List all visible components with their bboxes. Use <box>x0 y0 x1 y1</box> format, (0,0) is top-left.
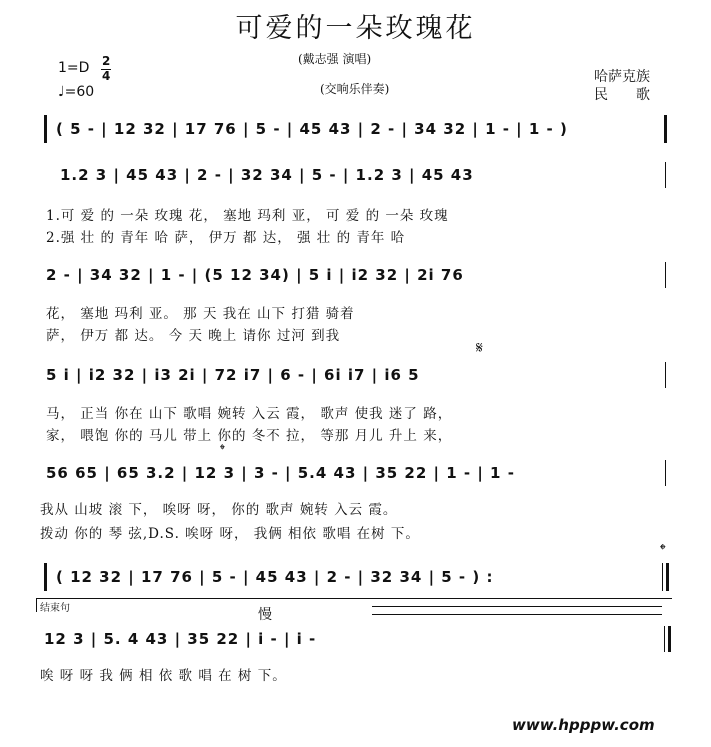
notes-row-1: ( 5 - | 12 32 | 17 76 | 5 - | 45 43 | 2 - | 34 32 | 1 - | 1 - ) <box>56 120 568 138</box>
lyric-row-4-verse-1: 马， 正当 你在 山下 歌唱 婉转 入云 霞， 歌声 使我 迷了 路， <box>46 406 453 422</box>
coda-sign-small: 𝄌 <box>220 442 225 458</box>
notes-row-5: 56 65 | 65 3.2 | 12 3 | 3 - | 5.4 43 | 35 22 | 1 - | 1 - <box>46 464 515 482</box>
notes-row-6: ( 12 32 | 17 76 | 5 - | 45 43 | 2 - | 32 34 | 5 - ) : <box>56 568 494 586</box>
ending-label: 结束句 <box>40 603 70 614</box>
final-bar-thin <box>664 626 665 652</box>
lyric-row-3-verse-1: 花， 塞地 玛利 亚。 那 天 我在 山下 打猎 骑着 <box>46 306 355 322</box>
lyric-row-2-verse-1: 1.可 爱 的 一朵 玫瑰 花， 塞地 玛利 亚， 可 爱 的 一朵 玫瑰 <box>46 208 449 224</box>
bar-line <box>665 162 666 188</box>
time-sig-top: 2 <box>102 54 111 68</box>
accompaniment-note: (交响乐伴奏) <box>320 82 390 96</box>
key-signature: 1=D <box>58 60 90 76</box>
lyric-row-5-verse-2: 拨动 你的 琴 弦,D.S. 唉呀 呀， 我俩 相依 歌唱 在树 下。 <box>40 526 420 542</box>
staff-bar-left <box>44 115 47 143</box>
watermark: www.hpppw.com <box>512 716 655 734</box>
ending-box-left <box>36 598 37 612</box>
repeat-bar-thick <box>666 563 669 591</box>
song-title: 可爱的一朵玫瑰花 <box>235 13 476 44</box>
notes-row-3: 2 - | 34 32 | 1 - | (5 12 34) | 5 i | i2 32 | 2i 76 <box>46 266 464 284</box>
bar-line <box>665 362 666 388</box>
staff-bar-left <box>44 563 47 591</box>
slow-marking: 慢 <box>258 607 272 623</box>
notes-row-7: 12 3 | 5. 4 43 | 35 22 | i - | i - <box>44 630 317 648</box>
ritardando-line-2 <box>372 614 662 615</box>
notes-row-2: 1.2 3 | 45 43 | 2 - | 32 34 | 5 - | 1.2 3 | 45 43 <box>60 166 474 184</box>
final-bar-thick <box>668 626 671 652</box>
time-sig-bottom: 4 <box>102 69 111 83</box>
segno-sign: 𝄋 <box>476 338 483 357</box>
singer-credit: (戴志强 演唱) <box>298 52 372 66</box>
bar-line <box>665 262 666 288</box>
bar-line <box>665 460 666 486</box>
staff-bar-right <box>664 115 667 143</box>
repeat-bar-thin <box>662 563 663 591</box>
coda-sign: 𝄌 <box>660 540 666 559</box>
lyric-row-4-verse-2: 家， 喂饱 你的 马儿 带上 你的 冬不 拉， 等那 月儿 升上 来， <box>46 428 453 444</box>
lyric-row-5-verse-1: 我从 山坡 滚 下， 唉呀 呀， 你的 歌声 婉转 入云 霞。 <box>40 502 398 518</box>
lyric-row-2-verse-2: 2.强 壮 的 青年 哈 萨， 伊万 都 达， 强 壮 的 青年 哈 <box>46 230 406 246</box>
lyric-row-7: 唉 呀 呀 我 俩 相 依 歌 唱 在 树 下。 <box>40 668 287 684</box>
origin-ethnicity: 哈萨克族 <box>594 69 650 85</box>
notes-row-4: 5 i | i2 32 | i3 2i | 72 i7 | 6 - | 6i i7 | i6 5 <box>46 366 420 384</box>
tempo-marking: ♩=60 <box>58 84 95 100</box>
lyric-row-3-verse-2: 萨， 伊万 都 达。 今 天 晚上 请你 过河 到我 <box>46 328 341 344</box>
ending-box-top <box>36 598 672 599</box>
origin-genre: 民 歌 <box>594 87 650 103</box>
ritardando-line-1 <box>372 606 662 607</box>
